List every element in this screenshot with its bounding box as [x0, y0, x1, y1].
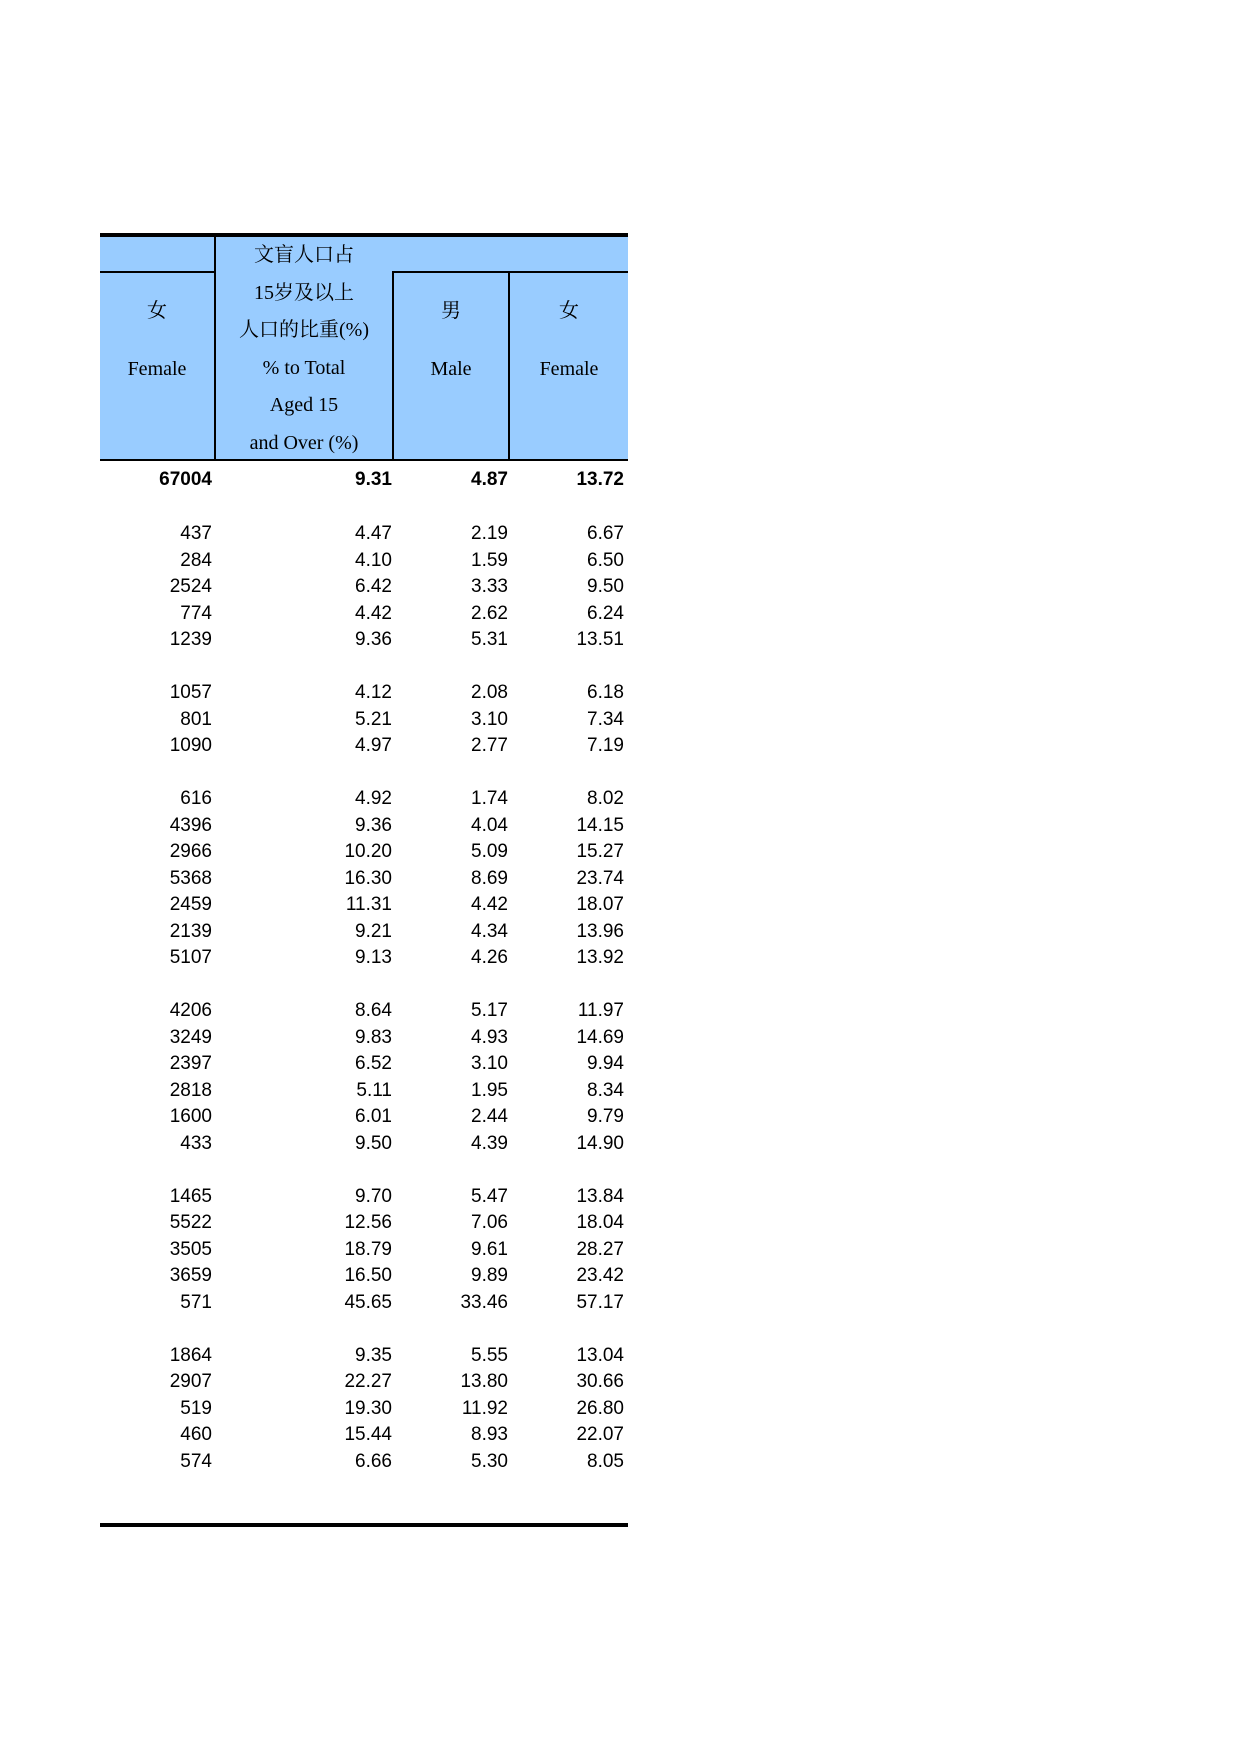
pct-total-cell: 4.12 — [355, 682, 392, 703]
table-row — [100, 601, 628, 627]
male-pct-cell: 13.80 — [460, 1371, 508, 1392]
female-count-cell: 2459 — [169, 894, 212, 915]
table-bottom-rule — [100, 1523, 628, 1527]
female-pct-cell: 15.27 — [576, 841, 624, 862]
pct-total-cell: 4.92 — [355, 788, 392, 809]
pct-total-cell: 15.44 — [344, 1424, 392, 1445]
pct-total-cell: 9.35 — [355, 1344, 392, 1366]
female-count-cell: 433 — [180, 1132, 212, 1154]
female-pct-cell: 9.79 — [587, 1106, 624, 1127]
female-pct-cell: 57.17 — [576, 1291, 624, 1313]
pct-total-cell: 11.31 — [345, 894, 392, 915]
female-count-cell: 1465 — [169, 1185, 212, 1207]
total-female-count: 67004 — [159, 469, 212, 490]
male-pct-cell: 4.42 — [471, 894, 508, 915]
table-row — [100, 813, 628, 839]
male-pct-cell: 4.04 — [471, 814, 508, 836]
male-pct-cell: 7.06 — [471, 1212, 508, 1233]
female-count-cell: 519 — [180, 1397, 212, 1419]
pct-total-cell: 4.10 — [355, 549, 392, 571]
male-pct-cell: 2.77 — [471, 735, 508, 756]
female-pct-cell: 30.66 — [576, 1371, 624, 1392]
header-en-label: Female — [127, 357, 187, 380]
female-count-cell: 571 — [180, 1291, 212, 1313]
female-pct-cell: 14.90 — [576, 1132, 624, 1154]
table-row — [100, 892, 628, 918]
female-count-cell: 3505 — [169, 1238, 212, 1260]
female-count-cell: 2524 — [169, 576, 212, 597]
male-pct-cell: 4.26 — [471, 947, 508, 968]
table-row — [100, 945, 628, 971]
total-male-pct: 4.87 — [471, 469, 508, 490]
female-pct-cell: 18.07 — [576, 894, 624, 915]
table-row — [100, 1184, 628, 1210]
female-pct-cell: 14.69 — [576, 1026, 624, 1048]
pct-total-cell: 4.97 — [355, 735, 392, 756]
header-illiterate-percentage — [216, 237, 392, 462]
total-female-pct: 13.72 — [576, 469, 624, 490]
male-pct-cell: 2.44 — [471, 1106, 508, 1127]
pct-total-cell: 12.56 — [344, 1212, 392, 1233]
female-count-cell: 2397 — [169, 1053, 212, 1074]
male-pct-cell: 4.34 — [471, 920, 508, 942]
pct-total-cell: 19.30 — [344, 1397, 392, 1419]
female-pct-cell: 6.67 — [587, 523, 624, 544]
total-row — [100, 467, 628, 493]
pct-total-cell: 9.70 — [355, 1185, 392, 1207]
female-count-cell: 1090 — [169, 735, 212, 756]
pct-total-cell: 16.50 — [344, 1265, 392, 1286]
female-count-cell: 5522 — [169, 1212, 212, 1233]
table-row — [100, 521, 628, 547]
header-rule — [100, 271, 214, 273]
male-pct-cell: 8.69 — [471, 867, 508, 889]
header-zh-line: 15岁及以上 — [254, 281, 354, 304]
table-row — [100, 1131, 628, 1157]
male-pct-cell: 9.61 — [471, 1238, 508, 1260]
female-pct-cell: 9.94 — [587, 1053, 624, 1074]
male-pct-cell: 5.30 — [471, 1450, 508, 1472]
table-row — [100, 1263, 628, 1289]
male-pct-cell: 3.10 — [471, 1053, 508, 1074]
pct-total-cell: 18.79 — [344, 1238, 392, 1260]
female-pct-cell: 9.50 — [587, 576, 624, 597]
male-pct-cell: 33.46 — [460, 1291, 508, 1313]
female-pct-cell: 11.97 — [577, 1000, 624, 1021]
male-pct-cell: 2.08 — [471, 682, 508, 703]
female-count-cell: 4396 — [169, 814, 212, 836]
table-row — [100, 1343, 628, 1369]
female-pct-cell: 13.96 — [576, 920, 624, 942]
female-pct-cell: 8.34 — [587, 1079, 624, 1101]
female-pct-cell: 6.24 — [587, 602, 624, 624]
female-pct-cell: 7.34 — [587, 708, 624, 730]
header-male-percentage — [394, 293, 508, 388]
header-zh-label: 女 — [147, 300, 167, 322]
table-row — [100, 733, 628, 759]
pct-total-cell: 9.36 — [355, 629, 392, 650]
female-count-cell: 574 — [180, 1450, 212, 1472]
male-pct-cell: 4.39 — [471, 1132, 508, 1154]
table-row — [100, 1210, 628, 1236]
pct-total-cell: 6.52 — [355, 1053, 392, 1074]
female-pct-cell: 28.27 — [576, 1238, 624, 1260]
female-count-cell: 3249 — [169, 1026, 212, 1048]
table-row — [100, 1449, 628, 1475]
female-count-cell: 774 — [180, 602, 212, 624]
header-zh-line: 人口的比重(%) — [239, 319, 369, 341]
female-count-cell: 284 — [180, 549, 212, 571]
header-en-line: Aged 15 — [269, 394, 339, 416]
female-count-cell: 616 — [180, 788, 212, 809]
female-count-cell: 1057 — [169, 682, 212, 703]
male-pct-cell: 4.93 — [471, 1026, 508, 1048]
header-female-count — [100, 293, 214, 388]
pct-total-cell: 22.27 — [344, 1371, 392, 1392]
female-count-cell: 2139 — [169, 920, 212, 942]
female-pct-cell: 22.07 — [576, 1424, 624, 1445]
male-pct-cell: 5.31 — [471, 629, 508, 650]
female-pct-cell: 23.42 — [576, 1265, 624, 1286]
female-count-cell: 2907 — [169, 1371, 212, 1392]
male-pct-cell: 11.92 — [461, 1397, 508, 1419]
female-count-cell: 2966 — [169, 841, 212, 862]
header-zh-label: 男 — [441, 300, 461, 322]
female-pct-cell: 18.04 — [576, 1212, 624, 1233]
table-row — [100, 839, 628, 865]
pct-total-cell: 9.13 — [355, 947, 392, 968]
table-row — [100, 1290, 628, 1316]
table-row — [100, 680, 628, 706]
female-count-cell: 437 — [180, 523, 212, 544]
header-zh-line: 文盲人口占 — [254, 244, 354, 266]
male-pct-cell: 5.17 — [471, 1000, 508, 1021]
male-pct-cell: 2.62 — [471, 602, 508, 624]
pct-total-cell: 10.20 — [344, 841, 392, 862]
female-pct-cell: 13.04 — [576, 1344, 624, 1366]
female-count-cell: 5107 — [169, 947, 212, 968]
pct-total-cell: 4.47 — [355, 523, 392, 544]
header-en-line: and Over (%) — [249, 431, 359, 454]
pct-total-cell: 4.42 — [355, 602, 392, 624]
male-pct-cell: 2.19 — [471, 523, 508, 544]
header-en-label: Male — [430, 357, 472, 380]
female-pct-cell: 13.92 — [576, 947, 624, 968]
female-pct-cell: 6.50 — [587, 549, 624, 571]
male-pct-cell: 5.55 — [471, 1344, 508, 1366]
table-row — [100, 1104, 628, 1130]
table-row — [100, 919, 628, 945]
male-pct-cell: 3.33 — [471, 576, 508, 597]
female-pct-cell: 14.15 — [576, 814, 624, 836]
table-row — [100, 866, 628, 892]
female-pct-cell: 6.18 — [587, 682, 624, 703]
pct-total-cell: 45.65 — [344, 1291, 392, 1313]
table-row — [100, 1422, 628, 1448]
table-row — [100, 1051, 628, 1077]
table-row — [100, 1025, 628, 1051]
female-count-cell: 1600 — [169, 1106, 212, 1127]
total-pct: 9.31 — [355, 469, 392, 490]
female-pct-cell: 7.19 — [587, 735, 624, 756]
table-row — [100, 627, 628, 653]
female-count-cell: 5368 — [169, 867, 212, 889]
pct-total-cell: 9.21 — [355, 920, 392, 942]
table-row — [100, 1369, 628, 1395]
header-en-label: Female — [539, 357, 599, 380]
female-count-cell: 801 — [180, 708, 212, 730]
female-pct-cell: 13.51 — [576, 629, 624, 650]
pct-total-cell: 9.83 — [355, 1026, 392, 1048]
female-count-cell: 1864 — [169, 1344, 212, 1366]
pct-total-cell: 6.66 — [355, 1450, 392, 1472]
female-count-cell: 1239 — [169, 629, 212, 650]
female-count-cell: 3659 — [169, 1265, 212, 1286]
female-pct-cell: 8.02 — [587, 788, 624, 809]
male-pct-cell: 5.47 — [471, 1185, 508, 1207]
table-row — [100, 1078, 628, 1104]
table-row — [100, 1237, 628, 1263]
male-pct-cell: 1.59 — [471, 549, 508, 571]
male-pct-cell: 8.93 — [471, 1424, 508, 1445]
female-count-cell: 4206 — [169, 1000, 212, 1021]
table-row — [100, 548, 628, 574]
pct-total-cell: 5.11 — [356, 1079, 392, 1101]
table-header — [100, 237, 628, 461]
header-en-line: % to Total — [262, 356, 346, 379]
male-pct-cell: 5.09 — [471, 841, 508, 862]
table-row — [100, 574, 628, 600]
female-pct-cell: 8.05 — [587, 1450, 624, 1472]
male-pct-cell: 9.89 — [471, 1265, 508, 1286]
header-rule — [392, 271, 628, 273]
pct-total-cell: 6.01 — [355, 1106, 392, 1127]
table-row — [100, 707, 628, 733]
pct-total-cell: 6.42 — [355, 576, 392, 597]
male-pct-cell: 1.95 — [471, 1079, 508, 1101]
pct-total-cell: 5.21 — [355, 708, 392, 730]
female-pct-cell: 23.74 — [576, 867, 624, 889]
header-female-percentage — [510, 293, 628, 388]
table-row — [100, 786, 628, 812]
female-pct-cell: 26.80 — [576, 1397, 624, 1419]
male-pct-cell: 1.74 — [471, 788, 508, 809]
pct-total-cell: 8.64 — [355, 1000, 392, 1021]
female-count-cell: 2818 — [169, 1079, 212, 1101]
table-row — [100, 998, 628, 1024]
male-pct-cell: 3.10 — [471, 708, 508, 730]
table-row — [100, 1396, 628, 1422]
header-zh-label: 女 — [559, 300, 579, 322]
pct-total-cell: 9.36 — [355, 814, 392, 836]
female-pct-cell: 13.84 — [576, 1185, 624, 1207]
female-count-cell: 460 — [180, 1424, 212, 1445]
pct-total-cell: 9.50 — [355, 1132, 392, 1154]
pct-total-cell: 16.30 — [344, 867, 392, 889]
